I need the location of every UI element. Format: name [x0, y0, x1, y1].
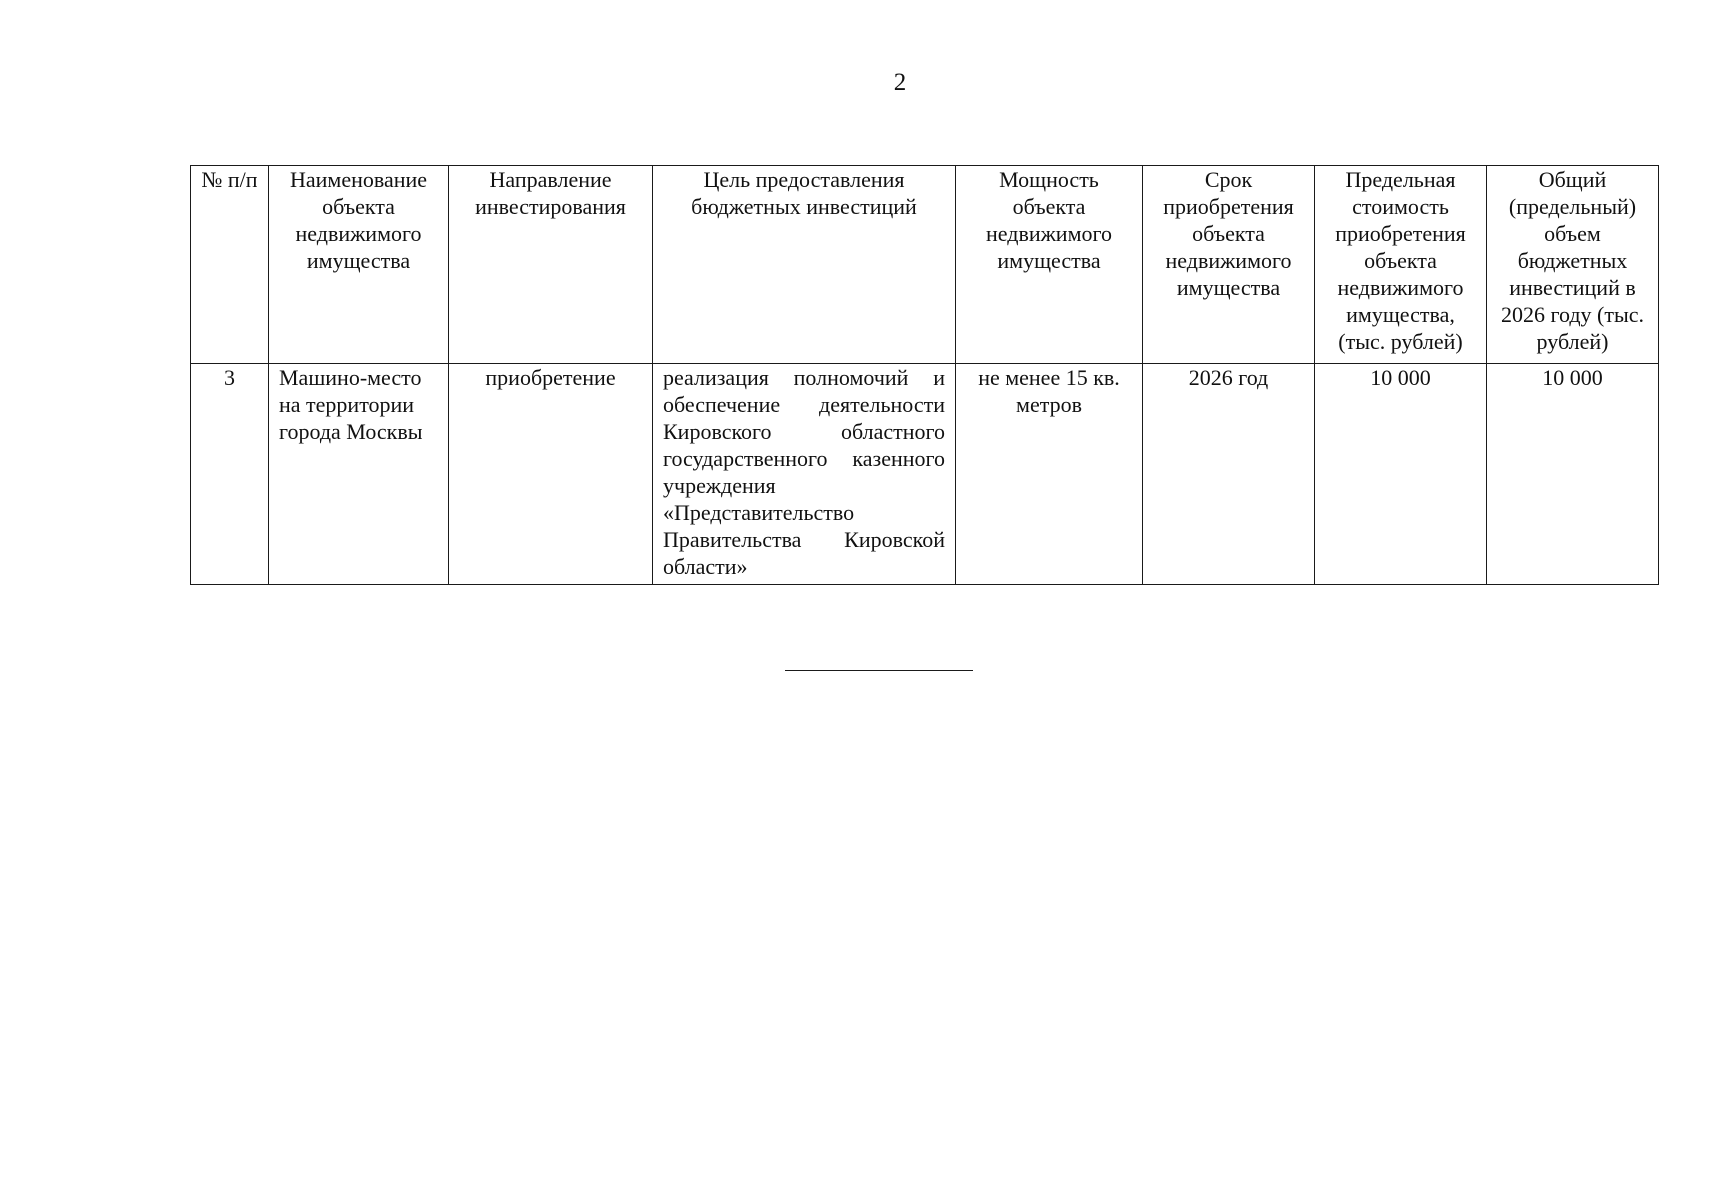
header-max-cost: Предельная стоимость приобретения объекта недвижимого имущества, (тыс. рублей) [1315, 166, 1487, 364]
cell-capacity: не менее 15 кв. метров [956, 364, 1143, 585]
cell-number: 3 [191, 364, 269, 585]
header-direction: Направление инвестирования [449, 166, 653, 364]
header-number: № п/п [191, 166, 269, 364]
cell-direction: приобретение [449, 364, 653, 585]
cell-term: 2026 год [1143, 364, 1315, 585]
table-row [191, 364, 1659, 585]
cell-purpose: реализация полномочий и обеспечение деятельности Кировского областного государственного казенного учреждения «Представительство Правительства Кировской области» [653, 364, 956, 585]
header-object-name: Наименование объекта недвижимого имущества [269, 166, 449, 364]
end-rule-divider [785, 670, 973, 671]
cell-object-name: Машино-место на территории города Москвы [269, 364, 449, 585]
table-header-row [191, 166, 1659, 364]
cell-max-cost: 10 000 [1315, 364, 1487, 585]
page-number: 2 [893, 69, 907, 96]
cell-total-volume: 10 000 [1487, 364, 1659, 585]
header-capacity: Мощность объекта недвижимого имущества [956, 166, 1143, 364]
header-purpose: Цель предоставления бюджетных инвестиций [653, 166, 956, 364]
header-term: Срок приобретения объекта недвижимого имущества [1143, 166, 1315, 364]
investment-table [190, 165, 1659, 585]
header-total-volume: Общий (предельный) объем бюджетных инвестиций в 2026 году (тыс. рублей) [1487, 166, 1659, 364]
